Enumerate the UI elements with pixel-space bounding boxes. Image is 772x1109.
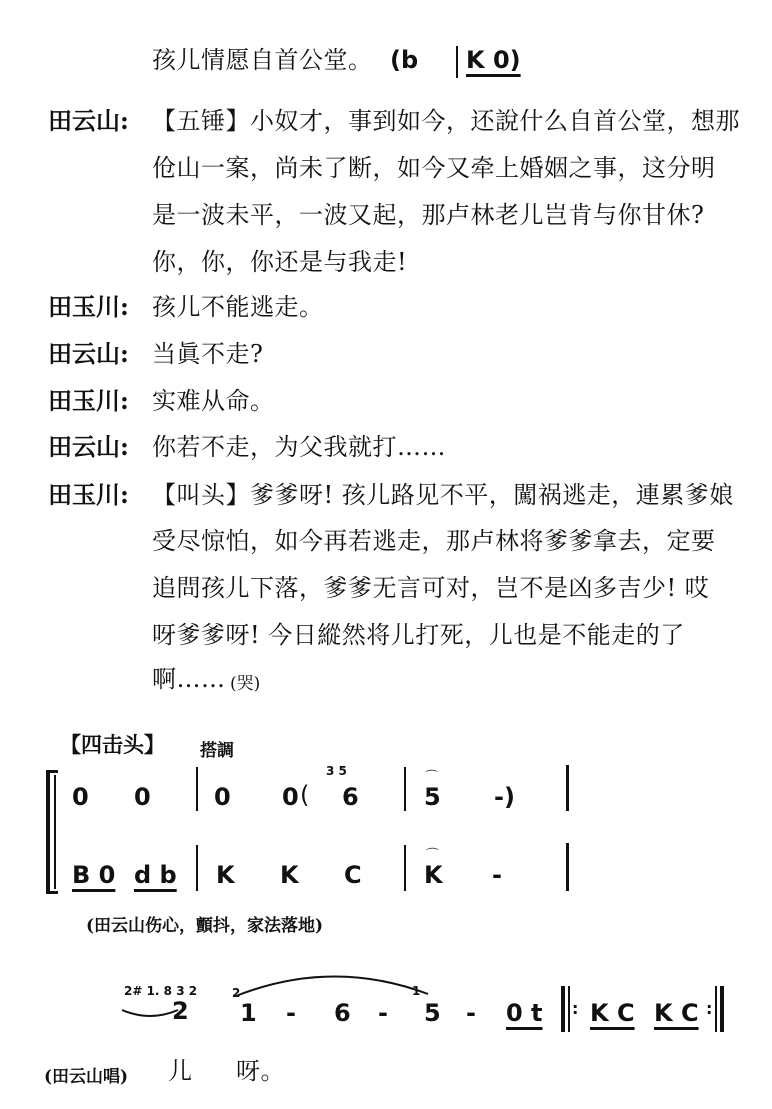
- dialogue-line: 【五锤】小奴才，事到如今，还說什么自首公堂，想那: [152, 107, 740, 135]
- system-bracket: [46, 770, 50, 894]
- repeat-barline-thick: [561, 986, 565, 1032]
- tie-arc: [232, 966, 432, 1000]
- perc-k: K: [280, 861, 299, 889]
- perc-k: K: [424, 861, 443, 889]
- dialogue-line: 受尽惊怕，如今再若逃走，那卢林将爹爹拿去，定要: [152, 527, 716, 555]
- fermata-icon: ⌒: [426, 848, 440, 863]
- paren-open: (: [300, 781, 310, 809]
- percussion-pattern-title: 【四击头】: [60, 732, 165, 757]
- dialogue-line: 实难从命。: [152, 387, 275, 415]
- end-barline: [566, 765, 569, 811]
- note-0: 0: [134, 783, 151, 811]
- stage-direction-trembling: (田云山伤心，顫抖，家法落地): [86, 916, 324, 936]
- dialogue-line: 伧山一案，尚未了断，如今又牵上婚姻之事，这分明: [152, 154, 716, 182]
- repeat-barline-thin: [568, 986, 570, 1032]
- top-lyric-line: 孩儿情愿自首公堂。: [152, 46, 373, 74]
- note-2: 2: [172, 997, 189, 1025]
- grace-slur: [120, 1008, 180, 1020]
- note-0: 0: [72, 783, 89, 811]
- perc-c: C: [344, 861, 362, 889]
- repeat-barline-thin: [715, 986, 717, 1032]
- top-notation-b: (b: [390, 46, 419, 74]
- note-0: 0: [282, 783, 299, 811]
- dialogue-line: 孩儿不能逃走。: [152, 293, 324, 321]
- perc-db: d b: [134, 861, 177, 889]
- speaker-tian-yuchuan: 田玉川:: [48, 480, 129, 509]
- perc-b0: B 0: [72, 861, 116, 889]
- note-1: 1: [240, 999, 257, 1027]
- note-6: 6: [334, 999, 351, 1027]
- speaker-tian-yuchuan: 田玉川:: [48, 292, 129, 321]
- stage-direction-cry: (哭): [230, 674, 261, 694]
- lyric-syllable: 儿: [168, 1057, 193, 1085]
- dialogue-line: 当眞不走?: [152, 340, 264, 368]
- note-6: 6: [342, 783, 359, 811]
- speaker-tian-yuchuan: 田玉川:: [48, 386, 129, 415]
- barline: [404, 845, 406, 891]
- dash: -: [286, 999, 296, 1027]
- dialogue-line: 【叫头】爹爹呀! 孩儿路见不平，闖祸逃走，連累爹娘: [152, 481, 734, 509]
- bracket-top-hook: [46, 770, 58, 773]
- perc-kc: K C: [654, 999, 699, 1027]
- note-dash-paren: -): [494, 783, 515, 811]
- note-5: 5: [424, 999, 441, 1027]
- tune-label: 搭調: [200, 741, 234, 761]
- top-notation-k0: K 0): [466, 46, 521, 74]
- speaker-tian-yunshan: 田云山:: [48, 106, 129, 135]
- dialogue-line: 你若不走，为父我就打……: [152, 433, 446, 461]
- singer-label: (田云山唱): [44, 1067, 129, 1087]
- note-5: 5: [424, 783, 441, 811]
- barline: [196, 845, 198, 891]
- dialogue-line: 追問孩儿下落，爹爹无言可对，岂不是凶多吉少! 哎: [152, 574, 710, 602]
- grace-notes: 2# 1. 8 3 2: [124, 984, 198, 998]
- grace-notes: 3 5: [326, 764, 347, 778]
- speaker-tian-yunshan: 田云山:: [48, 432, 129, 461]
- perc-kc: K C: [590, 999, 635, 1027]
- note-0: 0: [214, 783, 231, 811]
- repeat-dots: :: [572, 999, 579, 1018]
- perc-k: K: [216, 861, 235, 889]
- top-barline: [456, 46, 458, 78]
- perc-dash: -: [492, 861, 502, 889]
- repeat-barline-thick: [720, 986, 724, 1032]
- dialogue-line: 呀爹爹呀! 今日縱然将儿打死，儿也是不能走的了: [152, 621, 685, 649]
- grace-note: 2: [232, 986, 241, 1000]
- dash: -: [378, 999, 388, 1027]
- speaker-tian-yunshan: 田云山:: [48, 339, 129, 368]
- dialogue-line: 是一波未平，一波又起，那卢林老儿岂肯与你甘休?: [152, 201, 705, 229]
- fermata-icon: ⌒: [425, 770, 439, 785]
- grace-note: 1: [412, 984, 421, 998]
- repeat-dots: :: [706, 999, 713, 1018]
- barline: [196, 767, 198, 811]
- dash: -: [466, 999, 476, 1027]
- lyric-syllable: 呀。: [236, 1057, 285, 1085]
- bracket-bottom-hook: [46, 891, 58, 894]
- dialogue-line: 你，你，你还是与我走!: [152, 248, 408, 276]
- dialogue-line: 啊……: [152, 665, 226, 693]
- bracket-inner-line: [54, 775, 56, 889]
- end-barline: [566, 843, 569, 891]
- barline: [404, 767, 406, 811]
- note-0t: 0 t: [506, 999, 543, 1027]
